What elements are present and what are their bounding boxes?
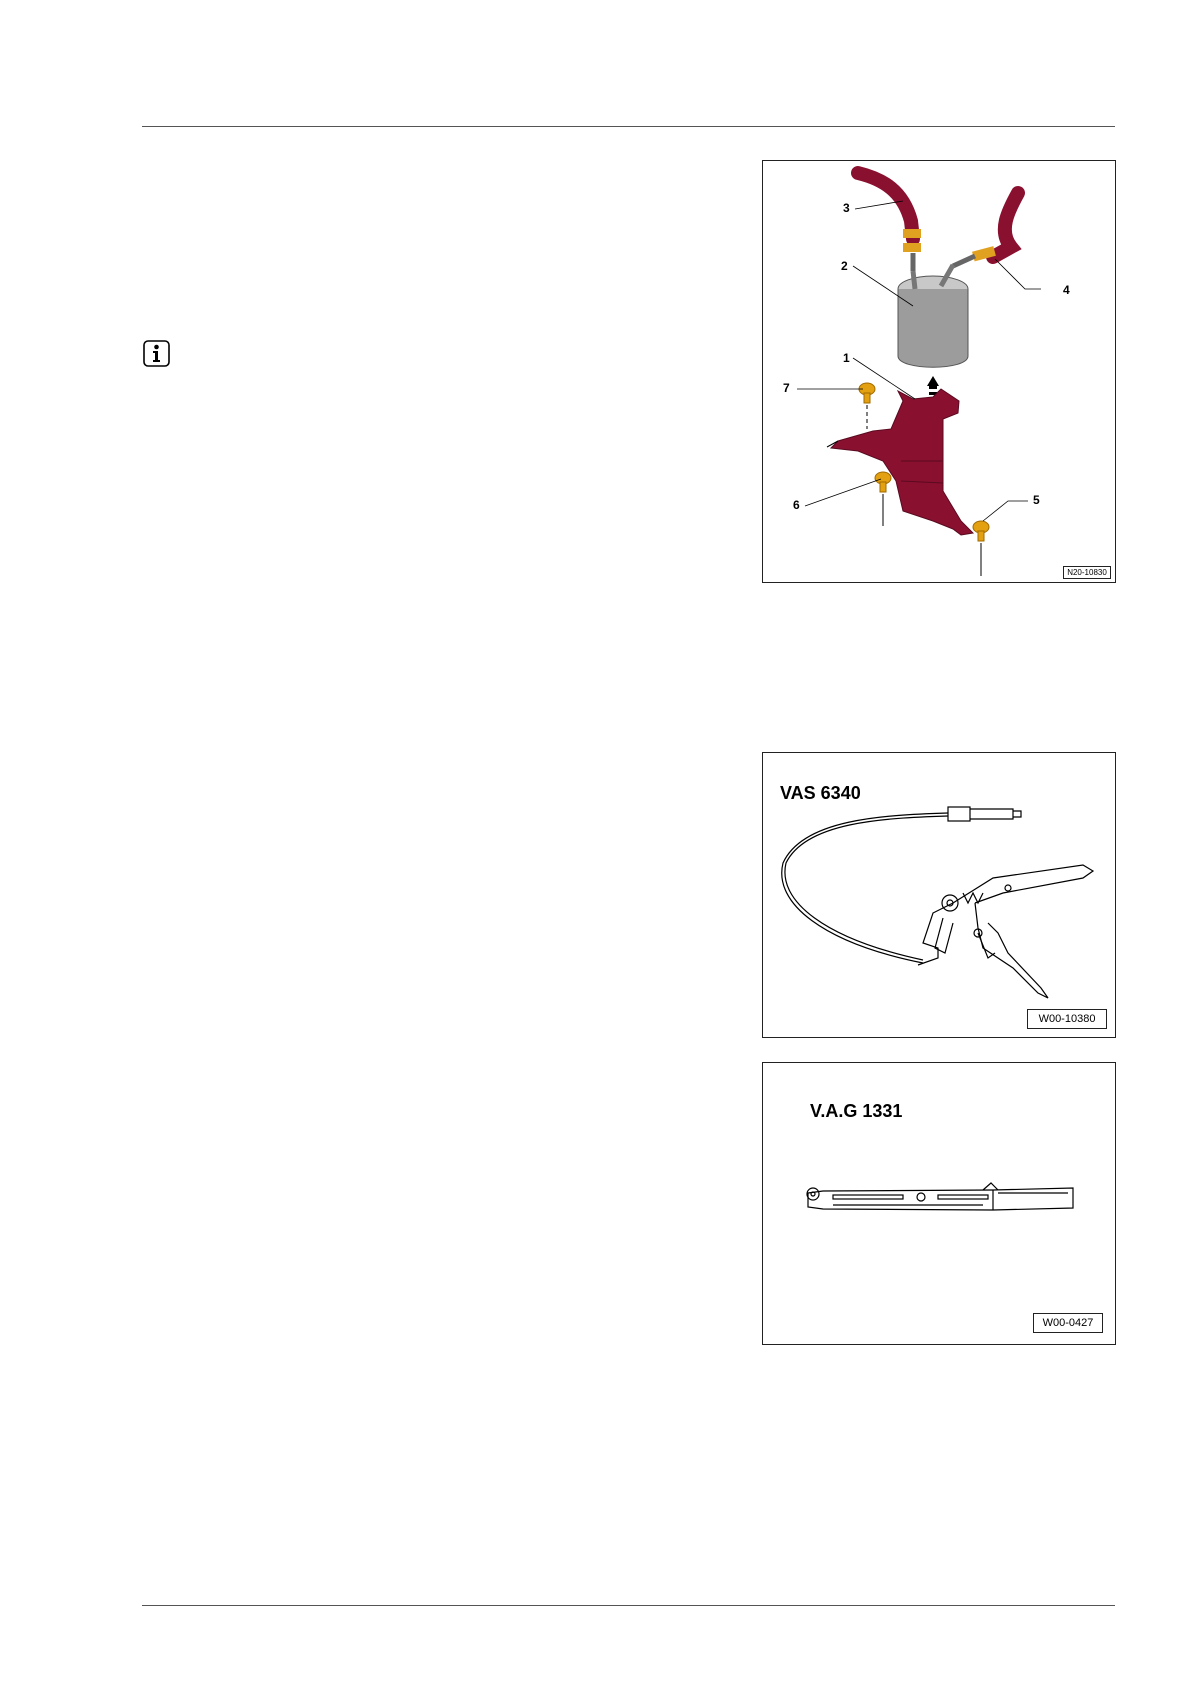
footer-rule [142, 1605, 1115, 1606]
callout-3: 3 [843, 201, 850, 215]
callout-4: 4 [1063, 283, 1070, 297]
fuel-filter-figure [762, 160, 1116, 583]
callout-6: 6 [793, 498, 800, 512]
tool-title: V.A.G 1331 [810, 1101, 903, 1121]
tool-title: VAS 6340 [780, 783, 861, 803]
info-icon [143, 340, 170, 367]
callout-7: 7 [783, 381, 790, 395]
callout-2: 2 [841, 259, 848, 273]
figure-code: W00-10380 [1027, 1009, 1107, 1029]
fuel-filter-illustration [763, 161, 1117, 584]
callout-5: 5 [1033, 493, 1040, 507]
figure-code: N20-10830 [1063, 566, 1111, 579]
torque-wrench-figure [762, 1062, 1116, 1345]
callout-1: 1 [843, 351, 850, 365]
hose-clip-pliers-figure [762, 752, 1116, 1038]
torque-wrench-illustration [763, 1063, 1117, 1346]
hose-clip-pliers-illustration [763, 753, 1117, 1039]
figure-code: W00-0427 [1033, 1313, 1103, 1333]
header-rule [142, 126, 1115, 127]
